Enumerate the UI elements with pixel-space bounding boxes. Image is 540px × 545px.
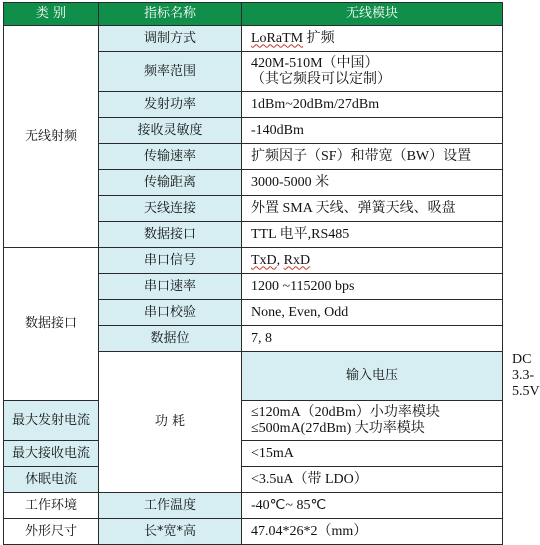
row-value-line: ≤500mA(27dBm) 大功率模块 <box>251 420 425 436</box>
table-row <box>4 26 503 52</box>
row-name: 传输距离 <box>99 170 242 196</box>
row-name: 串口速率 <box>99 274 242 300</box>
row-value <box>242 52 503 92</box>
row-value: 1dBm~20dBm/27dBm <box>242 92 503 118</box>
row-value: <15mA <box>242 441 503 467</box>
row-value: 1200 ~115200 bps <box>242 274 503 300</box>
row-name: 数据位 <box>99 326 242 352</box>
row-name: 频率范围 <box>99 52 242 92</box>
row-name: 串口校验 <box>99 300 242 326</box>
row-value-line: 420M-510M（中国） <box>251 55 379 71</box>
header-category: 类 别 <box>4 3 99 26</box>
header-module: 无线模块 <box>242 3 503 26</box>
row-value: -140dBm <box>242 118 503 144</box>
row-value: None, Even, Odd <box>242 300 503 326</box>
group-env: 工作环境 <box>4 493 99 519</box>
table-row <box>4 467 503 493</box>
spec-table <box>3 2 540 545</box>
row-name: 发射功率 <box>99 92 242 118</box>
row-name: 串口信号 <box>99 248 242 274</box>
row-value: 47.04*26*2（mm） <box>242 519 503 545</box>
row-name: 休眠电流 <box>4 467 99 493</box>
row-name: 天线连接 <box>99 196 242 222</box>
group-rf: 无线射频 <box>4 26 99 248</box>
group-power: 功 耗 <box>99 352 242 493</box>
row-name: 传输速率 <box>99 144 242 170</box>
row-name: 调制方式 <box>99 26 242 52</box>
row-value: 外置 SMA 天线、弹簧天线、吸盘 <box>242 196 503 222</box>
table-row <box>4 441 503 467</box>
row-name: 最大接收电流 <box>4 441 99 467</box>
header-row <box>4 3 503 26</box>
row-value-line: ≤120mA（20dBm）小功率模块 <box>251 404 440 420</box>
row-value: 扩频因子（SF）和带宽（BW）设置 <box>242 144 503 170</box>
row-value-part: , <box>276 252 284 268</box>
row-value <box>242 248 503 274</box>
row-value-part: LoRaTM <box>251 30 304 46</box>
row-value: 7, 8 <box>242 326 503 352</box>
row-value: 3000-5000 米 <box>242 170 503 196</box>
table-row <box>4 248 503 274</box>
row-value-part: RxD <box>283 252 311 268</box>
row-name: 最大发射电流 <box>4 401 99 441</box>
row-value <box>242 401 503 441</box>
header-parameter: 指标名称 <box>99 3 242 26</box>
row-value: TTL 电平,RS485 <box>242 222 503 248</box>
row-value-line: （其它频段可以定制） <box>251 71 391 87</box>
row-value-part: 扩频 <box>303 30 335 46</box>
row-value <box>242 26 503 52</box>
table-row <box>4 493 503 519</box>
table-row <box>4 401 503 441</box>
row-value: <3.5uA（带 LDO） <box>242 467 503 493</box>
group-data: 数据接口 <box>4 248 99 401</box>
table-row: 功 耗 输入电压 DC 3.3-5.5V <box>4 352 503 401</box>
row-name: 数据接口 <box>99 222 242 248</box>
row-name: 输入电压 <box>242 352 503 401</box>
table-row <box>4 519 503 545</box>
row-value: -40℃~ 85℃ <box>242 493 503 519</box>
row-name: 工作温度 <box>99 493 242 519</box>
row-name: 长*宽*高 <box>99 519 242 545</box>
row-name: 接收灵敏度 <box>99 118 242 144</box>
group-size: 外形尺寸 <box>4 519 99 545</box>
row-value-part: TxD <box>251 252 277 268</box>
